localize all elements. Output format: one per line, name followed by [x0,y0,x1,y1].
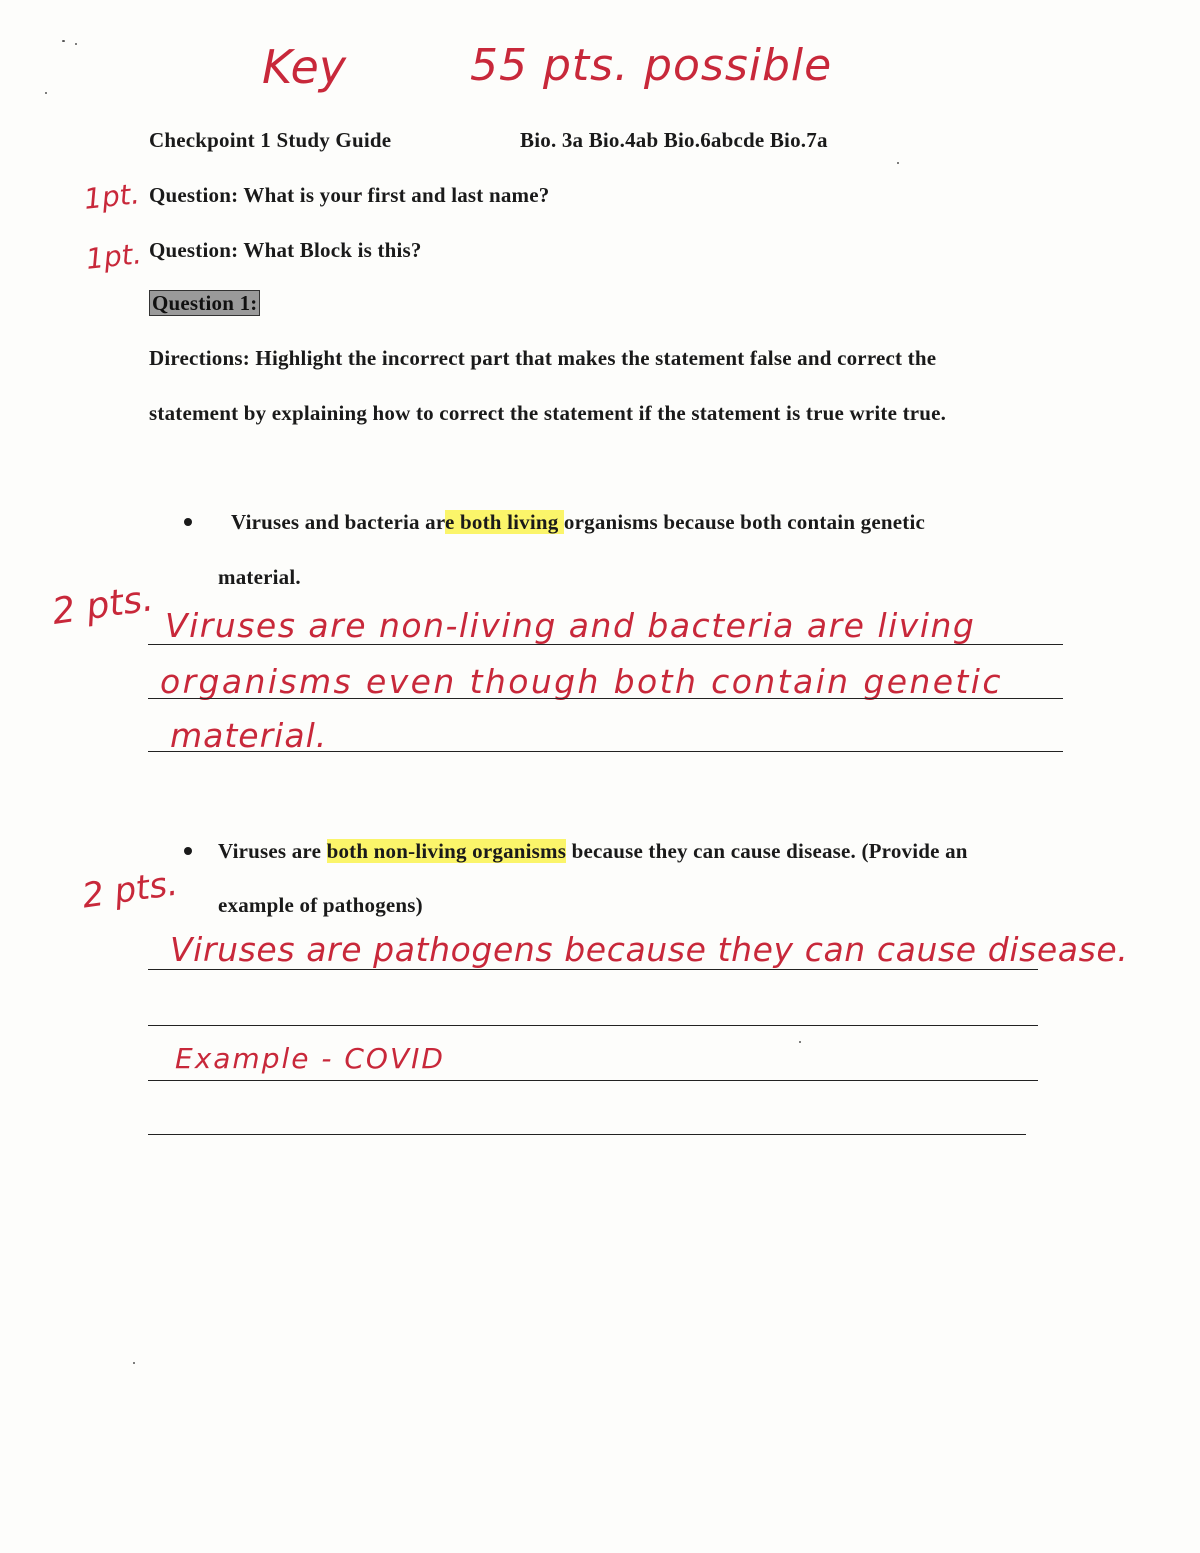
points-item-2-annotation: 2 pts. [79,863,181,917]
scan-speck [75,43,77,45]
item-1-text-pre: Viruses and bacteria ar [231,510,446,534]
answer-rule-7 [148,1134,1026,1135]
scan-speck [799,1041,801,1043]
answer-rule-6 [148,1080,1038,1081]
answer-rule-4 [148,969,1038,970]
answer-rule-2 [148,698,1063,699]
key-annotation: Key [262,40,347,94]
item-2-statement [218,839,968,864]
answer-rule-5 [148,1025,1038,1026]
item-1-highlight: e both living [445,510,564,534]
standards-list: Bio. 3a Bio.4ab Bio.6abcde Bio.7a [520,128,828,152]
scan-speck [897,162,899,164]
item-1-answer-line-3: material. [170,716,328,755]
points-possible-annotation: 55 pts. possible [470,40,833,91]
answer-rule-1 [148,644,1063,645]
question-1-label-text: Question 1: [149,290,260,316]
question-1-label [149,291,260,316]
answer-rule-3 [148,751,1063,752]
scan-speck [45,92,47,94]
item-1-answer-line-2: organisms even though both contain genetic [160,662,1003,701]
question-block: Question: What Block is this? [149,238,422,262]
item-2-highlight: both non-living organisms [326,839,567,863]
directions-line-2: statement by explaining how to correct the statement if the statement is true write true. [149,401,947,425]
item-2-answer-line-2: Example - COVID [175,1042,445,1075]
item-1-statement-line-2: material. [218,565,301,589]
scan-speck [133,1362,135,1364]
bullet-item-1 [184,518,192,526]
scan-speck [62,40,65,42]
item-1-statement [231,510,925,535]
item-2-statement-line-2: example of pathogens) [218,893,423,917]
item-2-text-pre: Viruses are [218,839,327,863]
points-name-annotation: 1pt. [82,177,142,216]
points-item-1-annotation: 2 pts. [49,578,156,633]
item-2-answer-line-1: Viruses are pathogens because they can cause disease. [170,930,1129,969]
points-block-annotation: 1pt. [84,237,144,276]
directions-line-1: Directions: Highlight the incorrect part that makes the statement false and correct the [149,346,937,370]
item-1-answer-line-1: Viruses are non-living and bacteria are living [165,606,976,645]
question-name: Question: What is your first and last name? [149,183,550,207]
document-title: Checkpoint 1 Study Guide [149,128,392,152]
item-2-text-post: because they can cause disease. (Provide an [566,839,968,863]
bullet-item-2 [184,847,192,855]
item-1-text-post: organisms because both contain genetic [563,510,926,534]
